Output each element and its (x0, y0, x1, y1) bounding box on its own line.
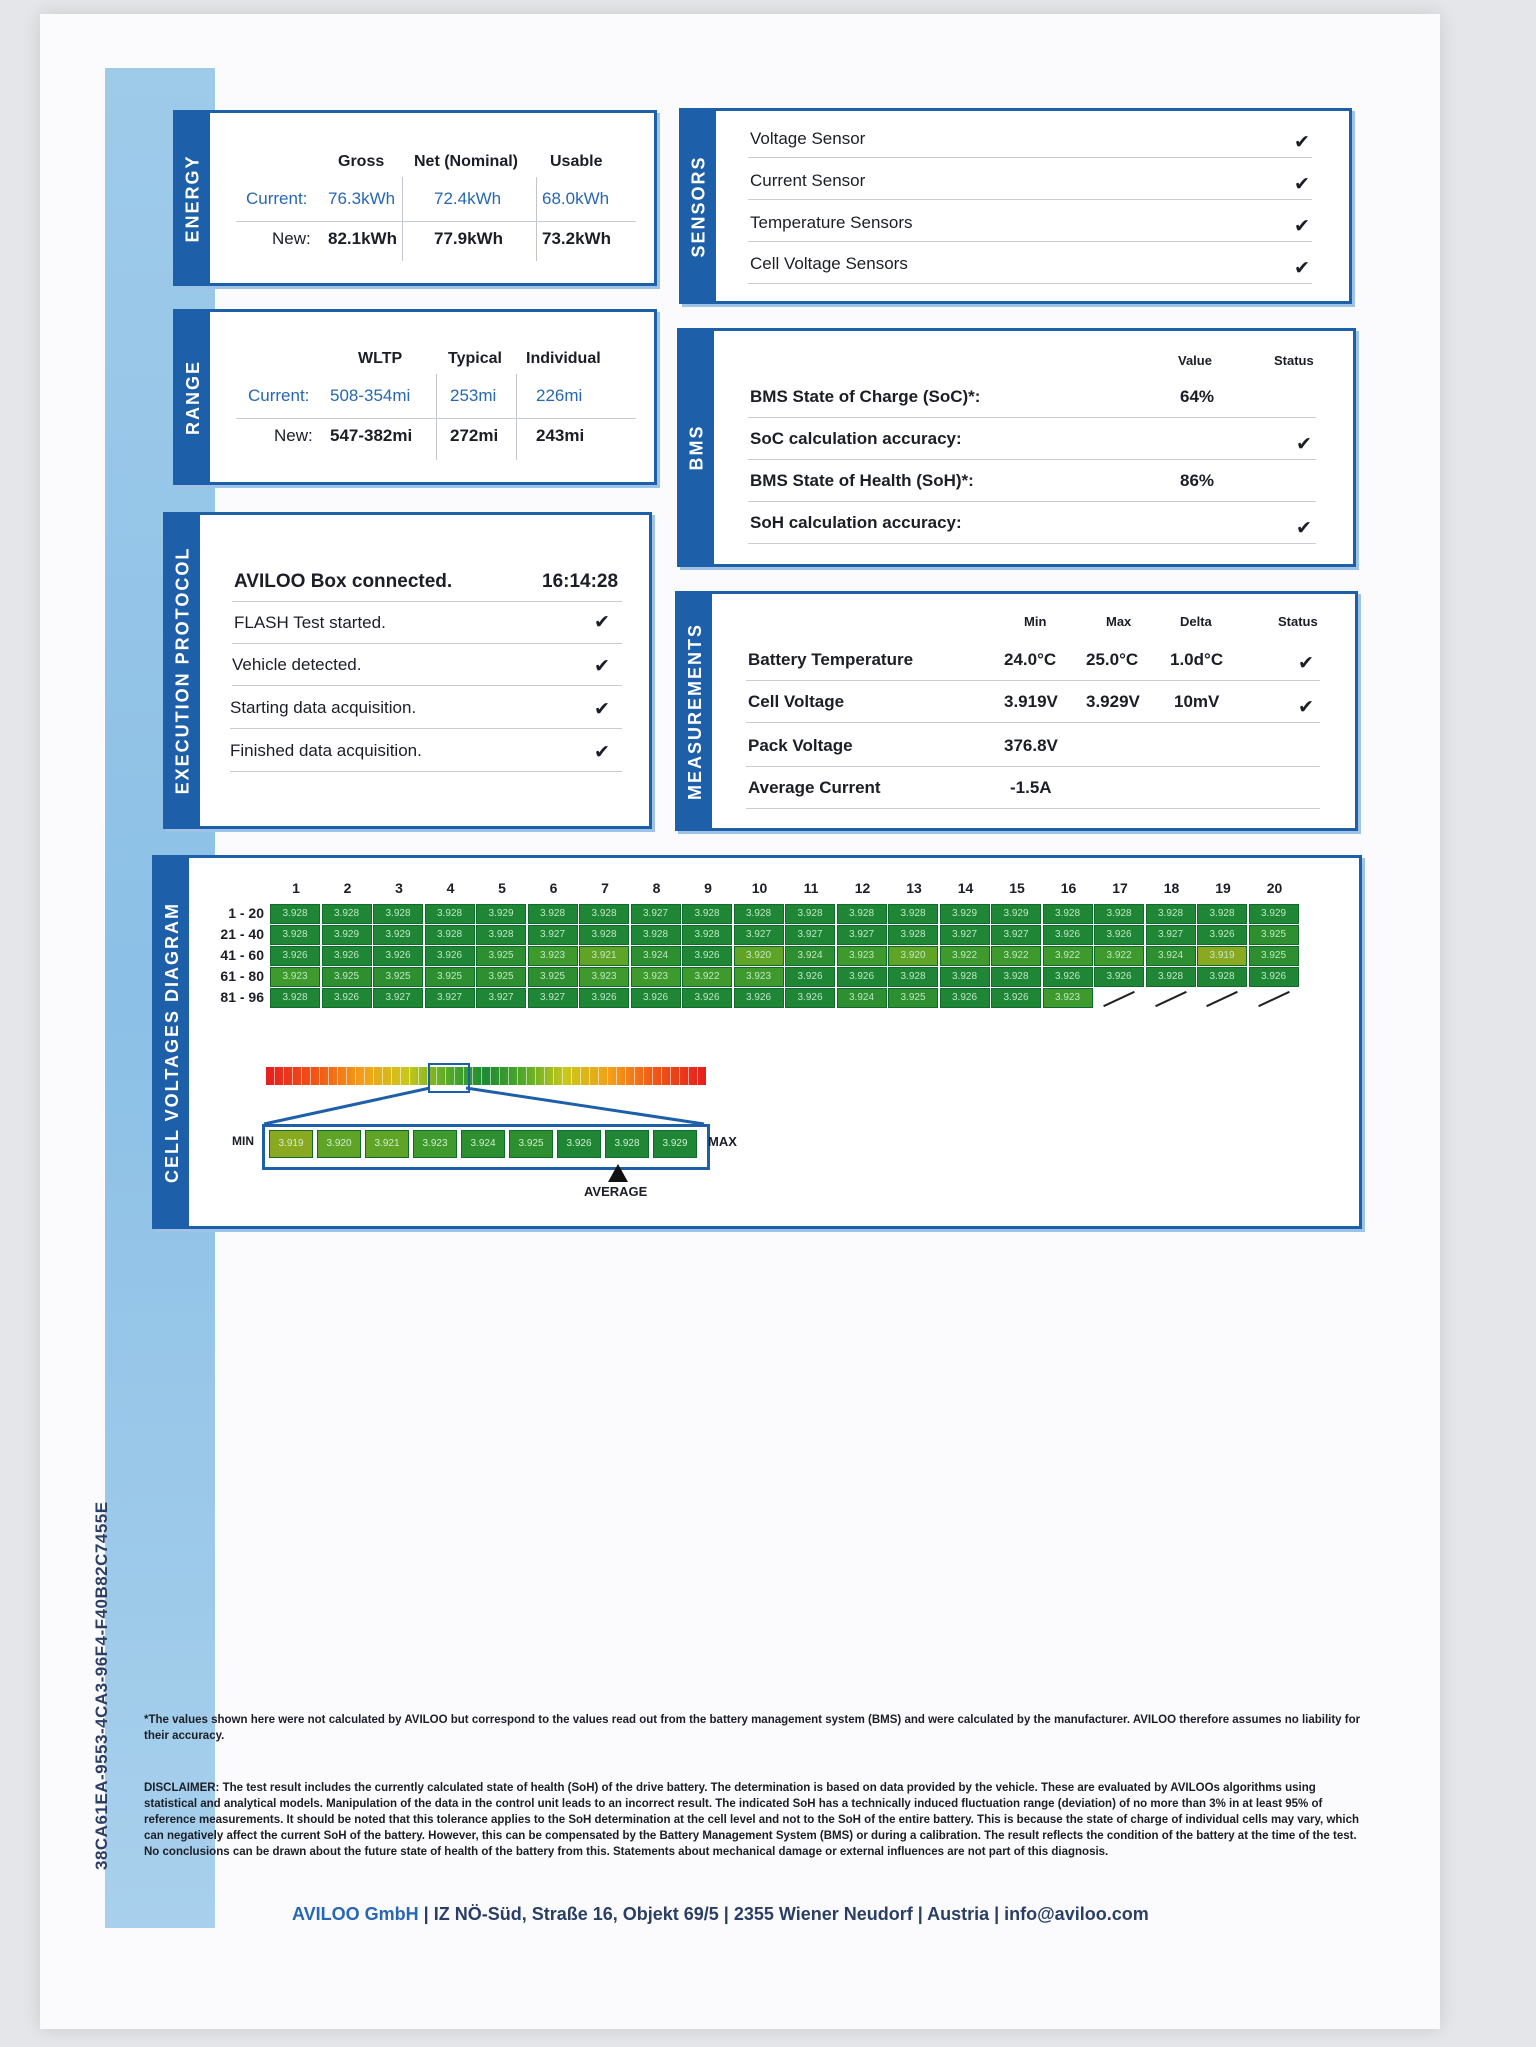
zoom-scale-cell: 3.925 (509, 1130, 553, 1158)
grid-column-number: 1 (292, 880, 300, 896)
meas-header-min: Min (1024, 614, 1047, 629)
cell-voltage: 3.929 (1249, 904, 1299, 924)
cell-voltage: 3.928 (785, 904, 835, 924)
cell-voltage: 3.926 (1249, 967, 1299, 987)
cell-voltage: 3.926 (631, 988, 681, 1008)
grid-column-number: 8 (652, 880, 661, 896)
range-header-wltp: WLTP (358, 350, 403, 367)
measurements-tab: MEASUREMENTS (678, 594, 712, 828)
range-current-wltp: 508-354mi (330, 386, 411, 405)
cell-voltage: 3.928 (682, 904, 732, 924)
zoom-scale-cell: 3.926 (557, 1130, 601, 1158)
sensors-panel (679, 108, 1352, 304)
cell-voltage: 3.929 (940, 904, 990, 924)
grid-row-label: 61 - 80 (220, 968, 264, 984)
meas-avg-current-label: Average Current (748, 778, 881, 797)
cell-voltage: 3.926 (373, 946, 423, 966)
cell-voltage: 3.922 (1094, 946, 1144, 966)
cell-voltage: 3.926 (682, 988, 732, 1008)
grid-row-label: 41 - 60 (220, 947, 264, 963)
zoom-scale (262, 1124, 710, 1170)
execution-panel (163, 512, 652, 829)
footer-company: AVILOO GmbH (292, 1904, 419, 1924)
cell-voltage: 3.923 (631, 967, 681, 987)
bms-soc-accuracy-label: SoC calculation accuracy: (750, 429, 962, 448)
grid-column-number: 16 (1060, 880, 1077, 896)
grid-column-number: 9 (704, 880, 712, 896)
energy-header-usable: Usable (550, 153, 603, 170)
check-icon: ✔ (1298, 696, 1314, 718)
check-icon: ✔ (1294, 215, 1310, 237)
cell-voltage: 3.927 (1146, 925, 1196, 945)
check-icon: ✔ (594, 611, 610, 633)
meas-cell-voltage-max: 3.929V (1086, 692, 1140, 711)
range-tab: RANGE (176, 312, 210, 482)
zoom-scale-cell: 3.919 (269, 1130, 313, 1158)
footer-address: | IZ NÖ-Süd, Straße 16, Objekt 69/5 | 2355 Wiener Neudorf | Austria | info@aviloo.com (418, 1904, 1149, 1924)
bms-soc-value: 64% (1180, 387, 1215, 406)
energy-new-usable: 73.2kWh (542, 229, 611, 248)
cell-voltage: 3.926 (1094, 967, 1144, 987)
meas-pack-voltage-label: Pack Voltage (748, 736, 853, 755)
cell-voltage: 3.926 (734, 988, 784, 1008)
zoom-scale-cell: 3.928 (605, 1130, 649, 1158)
grid-column-number: 18 (1163, 880, 1180, 896)
energy-current-net: 72.4kWh (434, 189, 502, 208)
cell-voltage: 3.927 (837, 925, 887, 945)
cell-voltage: 3.928 (940, 967, 990, 987)
bms-soh-accuracy-label: SoH calculation accuracy: (750, 513, 962, 532)
box-connected-text: AVILOO Box connected. (234, 571, 453, 592)
cell-voltage: 3.923 (1043, 988, 1093, 1008)
cell-voltage: 3.926 (1043, 925, 1093, 945)
check-icon: ✔ (1296, 517, 1312, 539)
cell-voltage: 3.927 (528, 925, 578, 945)
cell-voltage: 3.925 (425, 967, 475, 987)
sensor-voltage: Voltage Sensor (750, 129, 866, 148)
meas-cell-voltage-delta: 10mV (1174, 692, 1220, 711)
cell-voltage: 3.926 (991, 988, 1041, 1008)
cell-voltage: 3.928 (270, 988, 320, 1008)
grid-column-number: 5 (498, 880, 506, 896)
energy-new-gross: 82.1kWh (328, 229, 397, 248)
check-icon: ✔ (1294, 131, 1310, 153)
cell-voltage: 3.926 (579, 988, 629, 1008)
meas-battery-temp-label: Battery Temperature (748, 650, 914, 669)
cell-voltage: 3.924 (631, 946, 681, 966)
step-vehicle-detected: Vehicle detected. (232, 655, 362, 674)
cell-voltage: 3.922 (991, 946, 1041, 966)
cell-voltage: 3.926 (270, 946, 320, 966)
cell-voltage: 3.921 (579, 946, 629, 966)
grid-row-label: 21 - 40 (220, 926, 264, 942)
energy-current-label: Current: (246, 189, 308, 208)
cell-voltage: 3.928 (837, 904, 887, 924)
disclaimer: DISCLAIMER: The test result includes the currently calculated state of health (SoH) of the drive battery. The determination is based on data provided by the vehicle. These are evaluated by AVILOOs algorithms using statistical and analytical models. Manipulation of the data in the control unit leads to an incorrect result. The indicated SoH has a technically induced fluctuation range (deviation) of no more than 3% in at least 95% of reference measurements. It should be noted that this tolerance applies to the SoH determination at the cell level and not to the SoH of the entire battery. This is because the state of charge of individual cells may vary, which can negatively affect the current SoH of the battery. However, this can be compensated by the Battery Management System (BMS) or during a calibration. The result reflects the condition of the battery at the time of the test. No conclusions can be drawn about the future state of health of the battery from this. Statements about mechanical damage or external influences are not part of this diagnosis. (144, 1782, 1360, 1858)
max-label: MAX (708, 1134, 737, 1149)
energy-current-usable: 68.0kWh (542, 189, 610, 208)
cell-voltage: 3.926 (322, 988, 372, 1008)
cell-voltage: 3.928 (888, 904, 938, 924)
cell-voltage: 3.927 (734, 925, 784, 945)
cell-voltage: 3.923 (270, 967, 320, 987)
cell-voltage: 3.926 (682, 946, 732, 966)
cell-voltage: 3.928 (682, 925, 732, 945)
execution-tab: EXECUTION PROTOCOL (166, 515, 200, 826)
cell-voltage: 3.929 (991, 904, 1041, 924)
cell-voltage: 3.928 (579, 925, 629, 945)
cell-voltage: 3.926 (1043, 967, 1093, 987)
cell-voltage: 3.920 (734, 946, 784, 966)
cell-voltage: 3.928 (631, 925, 681, 945)
grid-column-number: 10 (751, 880, 768, 896)
check-icon: ✔ (1296, 433, 1312, 455)
bms-header-status: Status (1274, 353, 1314, 368)
meas-cell-voltage-min: 3.919V (1004, 692, 1058, 711)
check-icon: ✔ (594, 741, 610, 763)
cell-voltage: 3.928 (270, 904, 320, 924)
energy-tab: ENERGY (176, 113, 210, 283)
range-new-typical: 272mi (450, 426, 499, 445)
voltage-scale-bar (266, 1067, 706, 1085)
zoom-scale-cell: 3.929 (653, 1130, 697, 1158)
bms-soh-label: BMS State of Health (SoH)*: (750, 471, 974, 490)
min-label: MIN (232, 1134, 254, 1148)
cell-voltage: 3.928 (270, 925, 320, 945)
cell-voltage: 3.928 (1146, 967, 1196, 987)
cell-voltage: 3.927 (476, 988, 526, 1008)
cell-voltage: 3.924 (785, 946, 835, 966)
energy-header-gross: Gross (338, 153, 385, 170)
meas-battery-temp-delta: 1.0d°C (1170, 650, 1224, 669)
cell-voltage: 3.928 (1043, 904, 1093, 924)
sensor-current: Current Sensor (750, 171, 866, 190)
cell-voltage: 3.925 (373, 967, 423, 987)
cell-voltage: 3.929 (322, 925, 372, 945)
grid-column-number: 2 (343, 880, 352, 896)
range-current-individual: 226mi (536, 386, 583, 405)
range-new-individual: 243mi (536, 426, 585, 445)
cell-voltage: 3.927 (785, 925, 835, 945)
range-current-label: Current: (248, 386, 310, 405)
meas-pack-voltage-min: 376.8V (1004, 736, 1058, 755)
cell-voltage: 3.927 (528, 988, 578, 1008)
cell-voltage: 3.926 (785, 988, 835, 1008)
cell-voltage: 3.928 (425, 925, 475, 945)
connected-time: 16:14:28 (542, 571, 619, 592)
step-start-acquisition: Starting data acquisition. (230, 698, 417, 717)
grid-column-number: 12 (854, 880, 871, 896)
cell-voltage: 3.924 (1146, 946, 1196, 966)
cell-voltage: 3.927 (940, 925, 990, 945)
bms-header-value: Value (1178, 353, 1212, 368)
energy-new-net: 77.9kWh (434, 229, 503, 248)
sensor-temperature: Temperature Sensors (750, 213, 913, 232)
grid-column-number: 4 (446, 880, 455, 896)
cell-voltage: 3.925 (888, 988, 938, 1008)
check-icon: ✔ (594, 655, 610, 677)
cell-voltage: 3.928 (425, 904, 475, 924)
meas-header-max: Max (1106, 614, 1132, 629)
cell-voltage: 3.923 (579, 967, 629, 987)
zoom-scale-cell: 3.920 (317, 1130, 361, 1158)
range-new-wltp: 547-382mi (330, 426, 413, 445)
cell-voltage: 3.928 (1094, 904, 1144, 924)
zoom-scale-cell: 3.924 (461, 1130, 505, 1158)
cell-voltage: 3.927 (631, 904, 681, 924)
measurements-panel (675, 591, 1358, 831)
cell-voltage: 3.920 (888, 946, 938, 966)
grid-column-number: 17 (1112, 880, 1128, 896)
cell-voltage: 3.927 (373, 988, 423, 1008)
cell-voltage: 3.928 (476, 925, 526, 945)
cell-voltage: 3.928 (888, 925, 938, 945)
check-icon: ✔ (1294, 173, 1310, 195)
grid-column-number: 3 (395, 880, 403, 896)
cell-voltage: 3.925 (1249, 925, 1299, 945)
range-current-typical: 253mi (450, 386, 497, 405)
range-header-individual: Individual (526, 350, 601, 367)
sensors-tab: SENSORS (682, 111, 716, 301)
document-id: 38CA61EA-9553-4CA3-96F4-F40B82C7455E (92, 1501, 111, 1870)
meas-cell-voltage-label: Cell Voltage (748, 692, 845, 711)
cell-voltage: 3.928 (888, 967, 938, 987)
average-label: AVERAGE (584, 1184, 648, 1199)
cell-voltage: 3.923 (837, 946, 887, 966)
average-marker-icon (608, 1164, 628, 1182)
cell-voltage: 3.922 (1043, 946, 1093, 966)
grid-column-number: 15 (1009, 880, 1025, 896)
cell-voltage: 3.929 (373, 925, 423, 945)
meas-battery-temp-max: 25.0°C (1086, 650, 1139, 669)
zoom-scale-cell: 3.923 (413, 1130, 457, 1158)
grid-column-number: 14 (957, 880, 974, 896)
cell-voltage: 3.928 (322, 904, 372, 924)
footnote: *The values shown here were not calculated by AVILOO but correspond to the values read out from the battery management system (BMS) and were calculated by the manufacturer. AVILOO therefore assumes no liability for their accuracy. (144, 1714, 1361, 1742)
cell-voltage: 3.928 (1146, 904, 1196, 924)
cell-voltage: 3.928 (373, 904, 423, 924)
cell-voltage: 3.925 (476, 946, 526, 966)
cell-voltage: 3.926 (1197, 925, 1247, 945)
range-header-typical: Typical (448, 350, 502, 367)
cell-voltage: 3.924 (837, 988, 887, 1008)
cell-voltage: 3.926 (837, 967, 887, 987)
check-icon: ✔ (1294, 257, 1310, 279)
meas-header-status: Status (1278, 614, 1318, 629)
zoom-scale-cell: 3.921 (365, 1130, 409, 1158)
cell-voltage: 3.925 (1249, 946, 1299, 966)
cell-voltage: 3.926 (940, 988, 990, 1008)
grid-row-label: 81 - 96 (220, 989, 264, 1005)
grid-column-number: 7 (601, 880, 609, 896)
sensor-cell-voltage: Cell Voltage Sensors (750, 254, 908, 273)
step-flash-test: FLASH Test started. (234, 613, 386, 632)
cell-diagram-tab: CELL VOLTAGES DIAGRAM (155, 858, 189, 1226)
cell-voltage: 3.927 (991, 925, 1041, 945)
cell-voltage: 3.926 (425, 946, 475, 966)
cell-voltage: 3.928 (1197, 904, 1247, 924)
energy-current-gross: 76.3kWh (328, 189, 396, 208)
cell-voltage: 3.919 (1197, 946, 1247, 966)
cell-voltage: 3.928 (991, 967, 1041, 987)
grid-column-number: 13 (906, 880, 922, 896)
cell-voltage: 3.928 (579, 904, 629, 924)
cell-voltage: 3.923 (528, 946, 578, 966)
cell-voltage: 3.923 (734, 967, 784, 987)
cell-voltage: 3.927 (425, 988, 475, 1008)
energy-panel (173, 110, 657, 286)
cell-voltage: 3.928 (528, 904, 578, 924)
cell-voltage: 3.925 (528, 967, 578, 987)
cell-voltage: 3.928 (734, 904, 784, 924)
zoom-connector (258, 1086, 710, 1126)
grid-column-number: 6 (549, 880, 558, 896)
range-new-label: New: (274, 426, 313, 445)
meas-header-delta: Delta (1180, 614, 1212, 629)
energy-header-net: Net (Nominal) (414, 153, 518, 170)
grid-column-number: 20 (1266, 880, 1283, 896)
grid-column-number: 19 (1215, 880, 1231, 896)
cell-voltage: 3.929 (476, 904, 526, 924)
grid-row-label: 1 - 20 (228, 905, 264, 921)
meas-avg-current-min: -1.5A (1010, 778, 1052, 797)
grid-column-number: 11 (803, 880, 819, 896)
bms-tab: BMS (680, 331, 714, 564)
cell-voltage: 3.926 (785, 967, 835, 987)
footer (292, 1904, 1149, 1925)
cell-voltage: 3.928 (1197, 967, 1247, 987)
cell-voltage: 3.925 (476, 967, 526, 987)
cell-voltage: 3.926 (1094, 925, 1144, 945)
cell-voltage: 3.925 (322, 967, 372, 987)
check-icon: ✔ (594, 698, 610, 720)
bms-soh-value: 86% (1180, 471, 1215, 490)
cell-voltage: 3.926 (322, 946, 372, 966)
bms-panel (677, 328, 1356, 567)
range-panel (173, 309, 657, 485)
check-icon: ✔ (1298, 652, 1314, 674)
cell-voltage: 3.922 (940, 946, 990, 966)
energy-new-label: New: (272, 229, 311, 248)
cell-voltage: 3.922 (682, 967, 732, 987)
meas-battery-temp-min: 24.0°C (1004, 650, 1057, 669)
step-finish-acquisition: Finished data acquisition. (230, 741, 422, 760)
bms-soc-label: BMS State of Charge (SoC)*: (750, 387, 981, 406)
